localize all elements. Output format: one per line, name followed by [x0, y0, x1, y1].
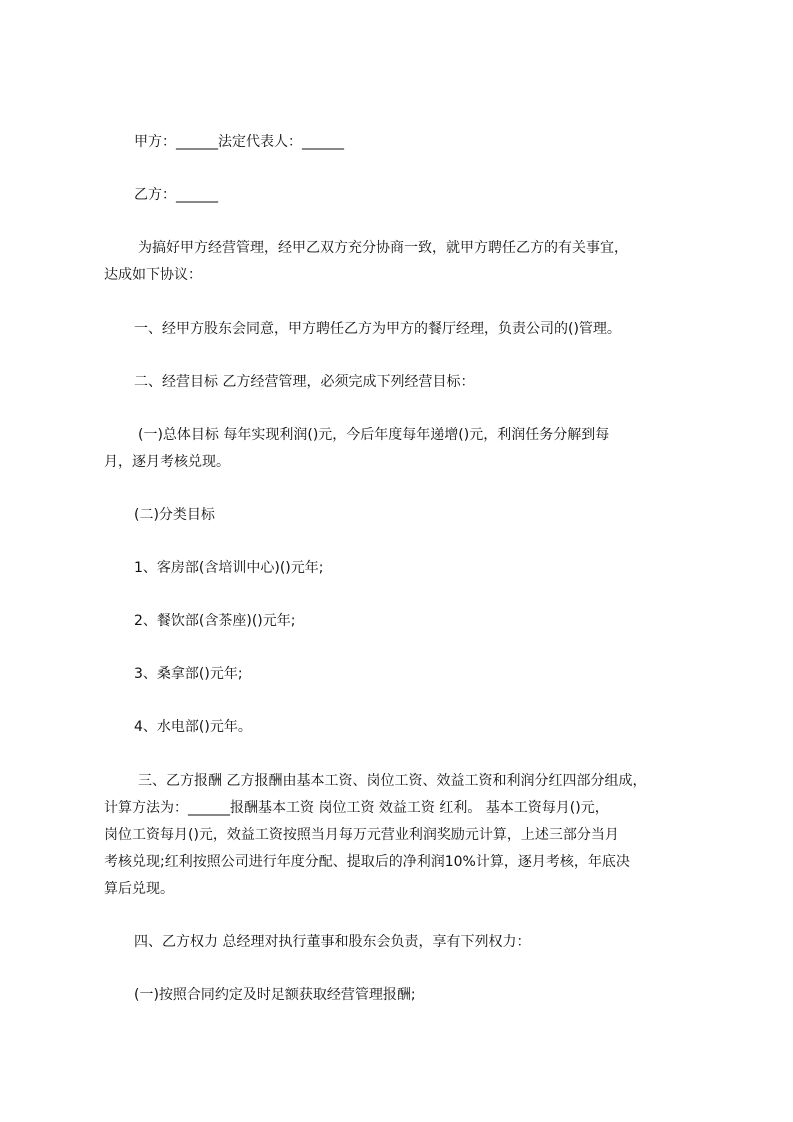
clause-4-heading: 四、乙方权力 总经理对执行董事和股东会负责，享有下列权力：: [134, 934, 531, 950]
clause-3-line-4: 考核兑现;红利按照公司进行年度分配、提取后的净利润10%计算，逐月考核，年底决: [104, 854, 630, 870]
clause-2-heading: 二、经营目标 乙方经营管理，必须完成下列经营目标：: [134, 374, 475, 390]
clause-3-line-1: 三、乙方报酬 乙方报酬由基本工资、岗位工资、效益工资和利润分红四部分组成，: [138, 773, 647, 789]
clause-4-item-1: (一)按照合同约定及时足额获取经营管理报酬;: [134, 987, 416, 1003]
party-b-line: 乙方：______: [134, 187, 218, 203]
intro-line-2: 达成如下协议：: [104, 267, 202, 283]
clause-3-line-2: 计算方法为：______报酬基本工资 岗位工资 效益工资 红利。 基本工资每月()元，: [104, 800, 609, 816]
goal-item-1: 1、客房部(含培训中心)()元年;: [134, 560, 324, 576]
goal-item-2: 2、餐饮部(含茶座)()元年;: [134, 613, 296, 629]
clause-3-line-3: 岗位工资每月()元，效益工资按照当月每万元营业利润奖励元计算，上述三部分当月: [104, 827, 619, 843]
overall-goal-line-2: 月，逐月考核兑现。: [104, 454, 230, 470]
overall-goal-line-1: (一)总体目标 每年实现利润()元，今后年度每年递增()元，利润任务分解到每: [138, 427, 610, 443]
party-a-line: 甲方：______法定代表人：______: [134, 134, 344, 150]
category-goal-heading: (二)分类目标: [134, 507, 215, 523]
intro-line-1: 为搞好甲方经营管理，经甲乙双方充分协商一致，就甲方聘任乙方的有关事宜，: [138, 240, 628, 256]
clause-3-line-5: 算后兑现。: [104, 881, 174, 897]
clause-1: 一、经甲方股东会同意，甲方聘任乙方为甲方的餐厅经理，负责公司的()管理。: [134, 321, 621, 337]
goal-item-3: 3、桑拿部()元年;: [134, 666, 243, 682]
goal-item-4: 4、水电部()元年。: [134, 719, 252, 735]
